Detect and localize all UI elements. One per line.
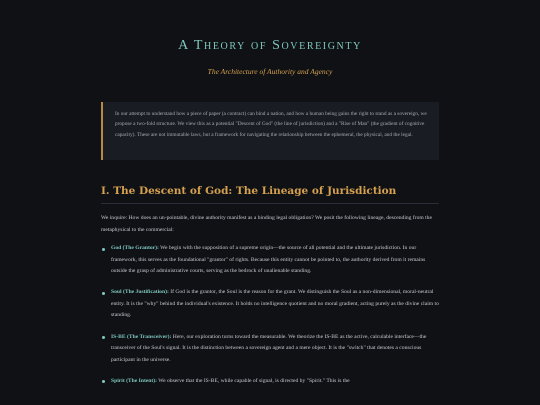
list-item — [101, 287, 439, 322]
section-divider — [101, 203, 439, 204]
section-intro: We inquire: How does an un-pointable, divine authority manifest as a binding legal obligation? We posit the following lineage, descending from the metaphysical to the commercial: — [101, 215, 432, 233]
bullet-icon — [102, 292, 105, 295]
section-heading: I. The Descent of God: The Lineage of Jurisdiction — [101, 185, 397, 197]
list-item-term: Soul (The Justification): — [111, 289, 169, 296]
list-item — [101, 376, 439, 388]
bullet-icon — [102, 248, 105, 251]
list-item-term: Spirit (The Intent): — [111, 377, 157, 384]
list-item-term: IS-BE (The Transceiver): — [111, 333, 172, 340]
list-item-term: God (The Grantor): — [111, 245, 159, 251]
bullet-icon — [102, 336, 105, 339]
page-title: A Theory of Sovereignty — [178, 38, 362, 53]
list-item-text: We begin with the supposition of a supreme origin—the source of all potential and the ultimate jurisdiction. In our framework, this serves as the foundational "grantor" of rights. Because this entity cannot be pointed to, the authority derived from it remains outside the grasp of administrative courts, serving as the bedrock of unalienable standing. — [111, 245, 426, 275]
page-subtitle: The Architecture of Authority and Agency — [207, 67, 333, 76]
list-item — [101, 243, 439, 278]
bullet-icon — [102, 380, 105, 383]
list-item-text: We observe that the IS-BE, while capable of signal, is directed by "Spirit." This is the — [157, 377, 350, 384]
list-item-text: If God is the grantor, the Soul is the reason for the grant. We distinguish the Soul as a non-dimensional, moral-neutral entity. It is the "why" behind the individual's existence. It holds no intelligence quotient and no moral gradient, acting purely as the divine claim to standing. — [111, 289, 439, 319]
list-item-text: Here, our exploration turns toward the measurable. We theorize the IS-BE as the active, calculable interface—the transceiver of the Soul's signal. It is the distinction between a sovereign agent and a mere object. It is the "switch" that denotes a conscious participant in the universe. — [111, 333, 427, 363]
list-item — [101, 332, 439, 367]
abstract-text: In our attempt to understand how a piece of paper (a contract) can bind a nation, and how a human being gains the right to stand as a sovereign, we propose a two-fold structure. We view this as a potential "Descent of God" (the line of jurisdiction) and a "Rise of Man" (the gradient of cognitive capacity). These are not immutable laws, but a framework for navigating the relationship between the ephemeral, the physical, and the legal. — [115, 111, 427, 138]
lineage-list — [101, 243, 439, 397]
abstract-callout — [101, 102, 439, 160]
